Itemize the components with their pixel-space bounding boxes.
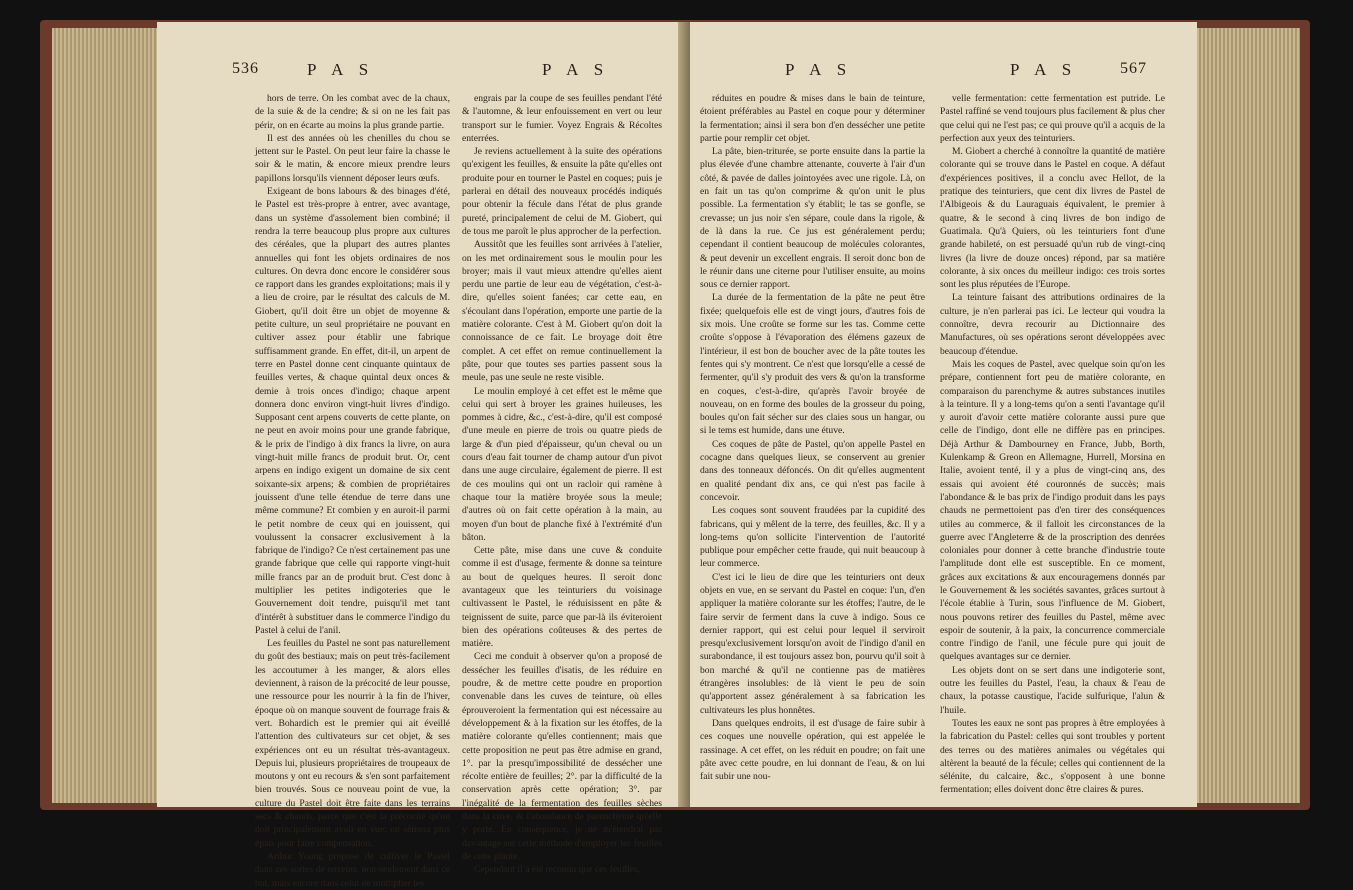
running-headword: P A S — [1010, 60, 1078, 79]
running-headword: P A S — [307, 60, 375, 79]
paragraph: C'est ici le lieu de dire que les teinturiers ont deux objets en vue, en se servant du Pastel en coque: l'un, d'en appliquer la matière colorante sur les étoffes; l'autre, de le faire servir de ferment dans la cuve à indigo. Sous ce dernier rapport, qui est celui pour lequel il serviroit presqu'exclusivement lorsqu'on avoit de l'indigo d'anil en surabondance, il est toujours assez bon, pourvu qu'il soit à bon marché & qu'il ne contienne pas de matières étrangères insolubles: de là vient le peu de soin qu'apportent assez généralement à sa fabrication les cultivateurs les plus honnêtes. — [700, 571, 925, 716]
running-headword: P A S — [785, 60, 853, 79]
paragraph: Cette pâte, mise dans une cuve & conduite comme il est d'usage, fermente & donne sa teinture au bout de quelques heures. Il seroit donc avantageux que les teinturiers du voisinage cultivassent le Pastel, le réduisissent en pâte & teignissent de suite, parce que par-là ils éviteroient bien des opérations coûteuses & des pertes de matière. — [462, 545, 662, 650]
page-number: 567 — [1120, 60, 1147, 77]
left-page — [157, 22, 687, 889]
paragraph: La durée de la fermentation de la pâte ne peut être fixée; quelquefois elle est de vingt jours, d'autres fois de six mois. Une croûte se forme sur les tas. Comme cette croûte s'oppose à l'évaporation des élémens gazeux de l'intérieur, il est bon de boucher avec de la pâte toutes les fentes qui s'y montrent. Ce n'est que lorsqu'elle a cessé de fermenter, qu'il s'y produit des vers & qu'on la transforme en coques, c'est-à-dire, qu'après l'avoir broyée de nouveau, on en forme des boules de la grosseur du poing, boules qu'on fait sécher sur des claies sous un hangar, ou si le tems est humide, dans une étuve. — [700, 292, 925, 437]
paragraph: La teinture faisant des attributions ordinaires de la culture, je n'en parlerai pas ici. Le lecteur qui voudra la connoître, devra recourir au Dictionnaire des Manufactures, où ses opérations seront développées avec beaucoup d'étendue. — [940, 292, 1165, 357]
page-edges-right — [1195, 28, 1300, 803]
paragraph: Les objets dont on se sert dans une indigoterie sont, outre les feuilles du Pastel, l'eau, la chaux & l'eau de chaux, la potasse caustique, l'acide sulfurique, l'alun & l'huile. — [940, 664, 1165, 716]
text-column — [940, 92, 1165, 797]
paragraph: Ceci me conduit à observer qu'on a proposé de dessécher les feuilles d'isatis, de les réduire en poudre, & de mettre cette poudre en proportion convenable dans les cuves de teinture, où elles éprouveroient la fermentation qui est nécessaire au développement & à la fixation sur les étoffes, de la matière colorante qu'elles contiennent; mais que cette proposition ne peut pas être admise en grand, 1°. par la presqu'impossibilité de dessécher une récolte entière de feuilles; 2°. par la difficulté de la conservation après cette opération; 3°. par l'inégalité de la fermentation des feuilles sèches dans la cuve, & l'abondance de parenchyme qu'elle y porte. En conséquence, je ne m'étendrai pas davantage sur cette méthode d'employer les feuilles de cette plante. — [462, 651, 662, 862]
paragraph: Dans quelques endroits, il est d'usage de faire subir à ces coques une nouvelle opération, qui est appelée le rassinage. A cet effet, on les réduit en poudre; on fait une pâte avec cette poudre, en lui donnant de l'eau, & on lui fait subir une nou- — [700, 717, 925, 783]
paragraph: Je reviens actuellement à la suite des opérations qu'exigent les feuilles, & ensuite la pâte qu'elles ont produite pour en tourner le Pastel en coques; puis je parlerai en détail des nouveaux procédés indiqués pour obtenir la fécule dans l'état de plus grande pureté, principalement de celui de M. Giobert, qui de tous me paroît le plus approcher de la perfection. — [462, 146, 662, 237]
paragraph: engrais par la coupe de ses feuilles pendant l'été & l'automne, & leur enfouissement en vert ou leur transport sur le fumier. Voyez Engrais & Récoltes enterrées. — [462, 93, 662, 144]
left-page-header — [157, 60, 687, 90]
paragraph: hors de terre. On les combat avec de la chaux, de la suie & de la cendre; & si on ne les fait pas périr, on en écarte au moins la plus grande partie. — [255, 93, 450, 131]
paragraph: réduites en poudre & mises dans le bain de teinture, étoient préférables au Pastel en coque pour y déterminer la fermentation; ainsi il sera bon d'en dessécher une petite partie pour remplir cet objet. — [700, 93, 925, 144]
text-column — [462, 92, 662, 876]
right-page — [690, 22, 1197, 807]
paragraph: Aussitôt que les feuilles sont arrivées à l'atelier, on les met ordinairement sous le moulin pour les broyer; mais il vaut mieux attendre qu'elles aient perdu une partie de leur eau de végétation, c'est-à-dire, qu'elles soient fanées; car cette eau, en s'écoulant dans l'opération, emporte une partie de la matière colorante. C'est à M. Giobert qu'on doit la connoissance de ce fait. Le broyage doit être complet. A cet effet on remue continuellement la pâte, pour que toutes ses parties passent sous la meule, pas une seule ne reste visible. — [462, 239, 662, 384]
paragraph: Les feuilles du Pastel ne sont pas naturellement du goût des bestiaux; mais on peut très-facilement les accoutumer à les manger, & alors elles deviennent, à raison de la précocité de leur pousse, une ressource pour les nourrir à la fin de l'hiver, époque où on manque souvent de fourrage frais & vert. Bohardich est le premier qui ait éveillé l'attention des cultivateurs sur cet objet, & ses expériences ont eu un résultat très-avantageux. Depuis lui, plusieurs propriétaires de troupeaux de moutons y ont eu recours & s'en sont parfaitement bien trouvés. Sous ce nouveau point de vue, la culture du Pastel doit être faite dans les terrains secs & chauds, parce que c'est la précocité qu'on doit principalement avoir en vue; on sèmera plus épais pour faire compensation. — [255, 638, 450, 849]
paragraph: La pâte, bien-triturée, se porte ensuite dans la partie la plus élevée d'une chambre attenante, couverte à l'air d'un côté, & pavée de dalles jointoyées avec une rigole. Là, on en fait un tas qu'on comprime & qu'on unit le plus possible. La fermentation s'y établit; le tas se gonfle, se crevasse; un jus noir s'en sépare, coule dans la rigole, & de là dans la rue. Ce jus est généralement perdu; cependant il contient beaucoup de molécules colorantes, & peut devenir un excellent engrais. Il seroit donc bon de le réunir dans une citerne pour l'utiliser ensuite, au moins sous ce dernier rapport. — [700, 146, 925, 291]
paragraph: Le moulin employé à cet effet est le même que celui qui sert à broyer les graines huileuses, les pommes à cidre, &c., c'est-à-dire, qu'il est composé d'une meule en pierre de trois ou quatre pieds de large & d'un pied d'épaisseur, qu'un cheval ou un cours d'eau fait tourner de champ autour d'un pivot dans une auge circulaire, également de pierre. Il est de ces moulins qui ont un racloir qui ramène à chaque tour la matière broyée sous la meule; d'autres où on fait cette opération à la main, au moyen d'un bout de planche fixé à l'extrémité d'un bâton. — [462, 385, 662, 543]
page-edges-left — [52, 28, 157, 803]
paragraph: velle fermentation: cette fermentation est putride. Le Pastel raffiné se vend toujours plus facilement & plus cher que celui qui ne l'est pas; ce qui prouve qu'il a acquis de la perfection aux yeux des teinturiers. — [940, 93, 1165, 144]
paragraph: Il est des années où les chenilles du chou se jettent sur le Pastel. On peut leur faire la chasse le soir & le matin, & encore mieux prendre leurs papillons lorsqu'ils viennent déposer leurs œufs. — [255, 132, 450, 184]
paragraph: Ces coques de pâte de Pastel, qu'on appelle Pastel en cocagne dans quelques lieux, se conservent au grenier dans des tonneaux défoncés. On dit qu'elles augmentent en qualité pendant dix ans, ce qui n'est pas facile à concevoir. — [700, 438, 925, 503]
right-page-header — [690, 60, 1197, 90]
paragraph: Arthur Young propose de cultiver le Pastel dans ces sortes de terreins, non-seulement dans ce but, mais encore dans celui de multiplier les — [255, 850, 450, 889]
paragraph: Mais les coques de Pastel, avec quelque soin qu'on les prépare, contiennent fort peu de matière colorante, en comparaison du parenchyme & autres substances inutiles à la teinture. Il y a long-tems qu'on a senti l'avantage qu'il y auroit d'avoir cette matière colorante aussi pure que celle de l'indigo, dont elle ne diffère pas en principes. Déjà Arthur & Dambourney en France, Jubb, Borth, Kulenkamp & Greon en Allemagne, Hurrell, Morsina en Italie, avoient tenté, il y a plus de vingt-cinq ans, des essais qui avoient été couronnés de succès; mais l'abondance & le bas prix de l'indigo produit dans les pays chauds ne permettoient pas d'en tirer des conséquences utiles au commerce, & il falloit les circonstances de la guerre avec l'Angleterre & de la proscription des denrées coloniales pour donner à cette branche d'industrie toute l'amplitude dont elle est susceptible. En ce moment, grâces aux excitations & aux encouragemens donnés par le Gouvernement & les sociétés savantes, grâces surtout à l'école établie à Turin, sous l'influence de M. Giobert, nous pouvons retirer des feuilles du Pastel, même avec espoir de soutenir, à la paix, la concurrence commerciale contre l'indigo de l'anil, une fécule pure qui jouit de quelques avantages sur ce dernier. — [940, 358, 1165, 663]
page-number: 536 — [232, 60, 259, 77]
text-column — [255, 92, 450, 889]
paragraph: Cependant il a été reconnu que ces feuilles, — [474, 864, 641, 876]
text-column — [700, 92, 925, 797]
running-headword: P A S — [542, 60, 610, 79]
paragraph: Les coques sont souvent fraudées par la cupidité des fabricans, qui y mêlent de la terre, des feuilles, &c. Il y a long-tems qu'on sollicite l'intervention de l'autorité publique pour empêcher cette fraude, qui nuit beaucoup à leur commerce. — [700, 505, 925, 570]
paragraph: Toutes les eaux ne sont pas propres à être employées à la fabrication du Pastel: celles qui sont troubles y portent des terres ou des matières animales ou végétales qui altèrent la beauté de la fécule; celles qui contiennent de la sélénite, du calcaire, &c., s'opposent à une bonne fermentation; elles doivent donc être claires & pures. — [940, 717, 1165, 796]
paragraph: M. Giobert a cherché à connoître la quantité de matière colorante qui se trouve dans le Pastel en coque. A défaut d'expériences positives, il a conclu avec Hellot, de la pratique des teinturiers, que cent dix livres de Pastel de l'Albigeois & du Lauraguais équivalent, le premier à quatre, & le second à cinq livres de bon indigo de Guatimala. Qu'à Quiers, où les teinturiers font d'une grande habileté, on est persuadé qu'un rub de vingt-cinq livres (la livre de douze onces) répond, par sa matière colorante, à six onces du meilleur indigo: ces trois sortes sont les plus réputées de l'Europe. — [940, 146, 1165, 291]
paragraph: Exigeant de bons labours & des binages d'été, le Pastel est très-propre à entrer, avec avantage, dans un système d'assolement bien combiné; il rendra la terre beaucoup plus propre aux cultures des céréales, que la plupart des autres plantes annuelles qui font les objets ordinaires de nos cultures. On devra donc encore le considérer sous ce rapport dans les grandes exploitations; mais il y a lieu de croire, par le résultat des calculs de M. Giobert, qu'il doit être un objet de moyenne & petite culture, un seul propriétaire ne pouvant en cultiver assez pour établir une fabrique suffisamment grande. En effet, dit-il, un arpent de terre en Pastel donne cent cinquante quintaux de feuilles vertes, & chaque quintal deux onces & demie à trois onces d'indigo; chaque arpent donnera donc environ vingt-huit livres d'indigo. Supposant cent arpens couverts de cette plante, on ne peut en avoir moins pour une grande fabrique, & le prix de l'indigo à dix francs la livre, on aura vingt-huit mille francs de produit brut. Or, cent arpens en indigo exigent un domaine de six cent soixante-six arpens; & combien de propriétaires jouissent d'une telle étendue de terre dans une même commune? Et combien y en auroit-il parmi le petit nombre de ceux qui en jouissent, qui voulussent la consacrer exclusivement à la fabrique de l'indigo? Ce n'est certainement pas une grande fabrique que celle qui rapporte vingt-huit mille francs par an de produit brut. C'est donc à multiplier les petites indigoteries que le Gouvernement doit tendre, puisqu'il met tant d'intérêt à substituer dans le commerce l'indigo du Pastel à celui de l'anil. — [255, 186, 450, 636]
